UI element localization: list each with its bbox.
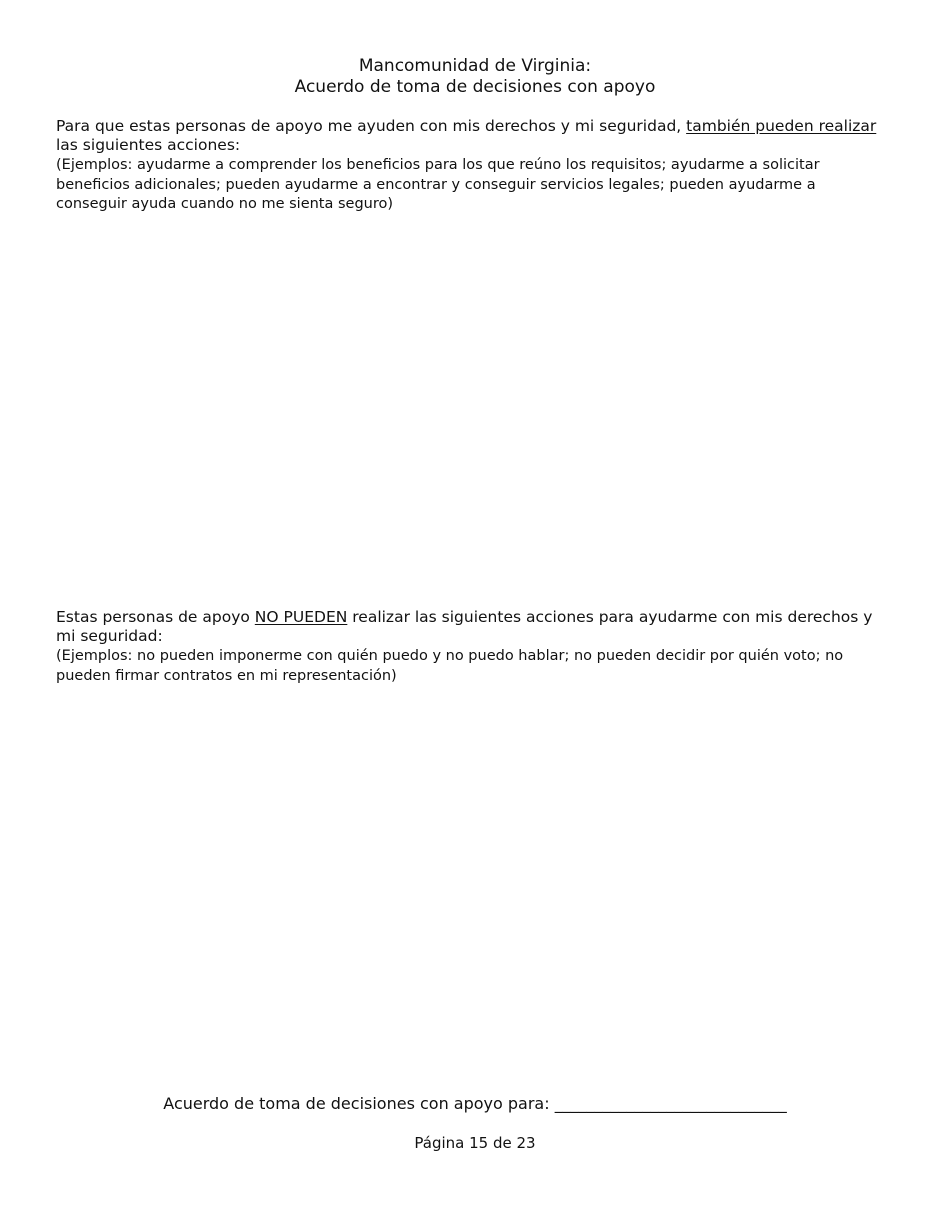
section-can-examples: (Ejemplos: ayudarme a comprender los beneficios para los que reúno los requisitos; ayudarme a solicitar beneficios adicionales; pueden ayudarme a encontrar y conseguir servicios legales; pueden ayudarme a conseguir ayuda cuando no me sienta seguro) <box>56 157 820 212</box>
answer-area-cannot[interactable] <box>56 686 886 1046</box>
page-header <box>0 56 950 98</box>
section-can-prompt <box>56 117 886 155</box>
prompt-emphasis: NO PUEDEN <box>254 608 348 626</box>
section-cannot-do <box>56 608 886 1046</box>
prompt-text-end: realizar las siguientes acciones para ayudarme con mis derechos y mi seguridad: <box>56 608 873 645</box>
section-cannot-prompt <box>56 608 886 646</box>
section-cannot-examples: (Ejemplos: no pueden imponerme con quién puedo y no puedo hablar; no pueden decidir por quién voto; no pueden firmar contratos en mi representación) <box>56 648 844 684</box>
section-can-do <box>56 117 886 575</box>
agreement-name-line: Acuerdo de toma de decisiones con apoyo para: _____________________________ <box>163 1094 787 1113</box>
answer-area-can[interactable] <box>56 215 886 575</box>
prompt-text-end: las siguientes acciones: <box>56 136 241 154</box>
prompt-text: Para que estas personas de apoyo me ayuden con mis derechos y mi seguridad, <box>56 117 687 135</box>
header-title: Mancomunidad de Virginia: <box>358 56 592 76</box>
prompt-text: Estas personas de apoyo <box>56 608 255 626</box>
header-subtitle: Acuerdo de toma de decisiones con apoyo <box>294 77 656 97</box>
prompt-emphasis: también pueden realizar <box>686 117 877 135</box>
page-number: Página 15 de 23 <box>414 1134 536 1152</box>
